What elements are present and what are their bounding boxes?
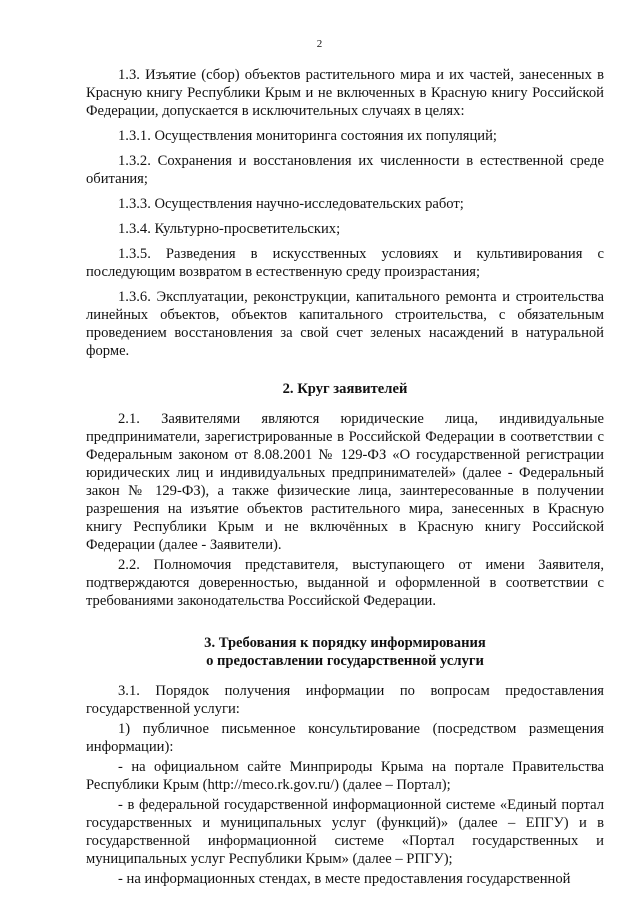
paragraph-3-1-portal: - на официальном сайте Минприроды Крыма на портале Правительства Республики Крым (http://meco.rk.gov.ru/) (далее – Портал);: [86, 759, 604, 793]
section-3-heading-line-1: 3. Требования к порядку информирования: [204, 635, 486, 651]
paragraph-3-1-stands: - на информационных стендах, в месте предоставления государственной: [118, 871, 571, 887]
paragraph-1-3-3: 1.3.3. Осуществления научно-исследовательских работ;: [118, 196, 464, 212]
paragraph-1-3-6: 1.3.6. Эксплуатации, реконструкции, капитального ремонта и строительства линейных объектов, объектов капитального строительства, с обязательным проведением восстановления за свой счет зеленых насаждений в натуральной форме.: [86, 289, 604, 359]
section-2-heading: 2. Круг заявителей: [282, 381, 408, 397]
paragraph-3-1-epgu: - в федеральной государственной информационной системе «Единый портал государственных и муниципальных услуг (функций)» (далее – ЕПГУ) и в государственной информационной системе «Портал государственных и муниципальных услуг Республики Крым» (далее – РПГУ);: [86, 797, 604, 867]
paragraph-1-3: 1.3. Изъятие (сбор) объектов растительного мира и их частей, занесенных в Красную книгу Республики Крым и не включенных в Красную книгу Российской Федерации, допускается в исключительных случаях в целях:: [86, 67, 604, 119]
paragraph-1-3-1: 1.3.1. Осуществления мониторинга состояния их популяций;: [118, 128, 497, 144]
paragraph-1-3-5: 1.3.5. Разведения в искусственных условиях и культивирования с последующим возвратом в естественную среду произрастания;: [86, 246, 604, 280]
page-number: 2: [316, 38, 323, 50]
section-3-heading: [86, 634, 604, 670]
paragraph-1-3-4: 1.3.4. Культурно-просветительских;: [118, 221, 341, 237]
page-body: [86, 66, 604, 888]
paragraph-1-3-2: 1.3.2. Сохранения и восстановления их численности в естественной среде обитания;: [86, 153, 604, 187]
paragraph-2-2: 2.2. Полномочия представителя, выступающего от имени Заявителя, подтверждаются доверенностью, выданной и оформленной в соответствии с требованиями законодательства Российской Федерации.: [86, 557, 604, 609]
paragraph-3-1-1: 1) публичное письменное консультирование (посредством размещения информации):: [86, 721, 604, 755]
section-3-heading-line-2: о предоставлении государственной услуги: [206, 653, 484, 669]
paragraph-3-1: 3.1. Порядок получения информации по вопросам предоставления государственной услуги:: [86, 683, 604, 717]
paragraph-2-1: 2.1. Заявителями являются юридические лица, индивидуальные предприниматели, зарегистрированные в Российской Федерации в соответствии с Федеральным законом от 8.08.2001 № 129-ФЗ «О государственной регистрации юридических лиц и индивидуальных предпринимателей» (далее - Федеральный закон № 129-ФЗ), а также физические лица, заинтересованные в получении разрешения на изъятие объектов растительного мира, занесенных в Красную книгу Республики Крым и не включённых в Красную книгу Российской Федерации (далее - Заявители).: [86, 411, 604, 553]
